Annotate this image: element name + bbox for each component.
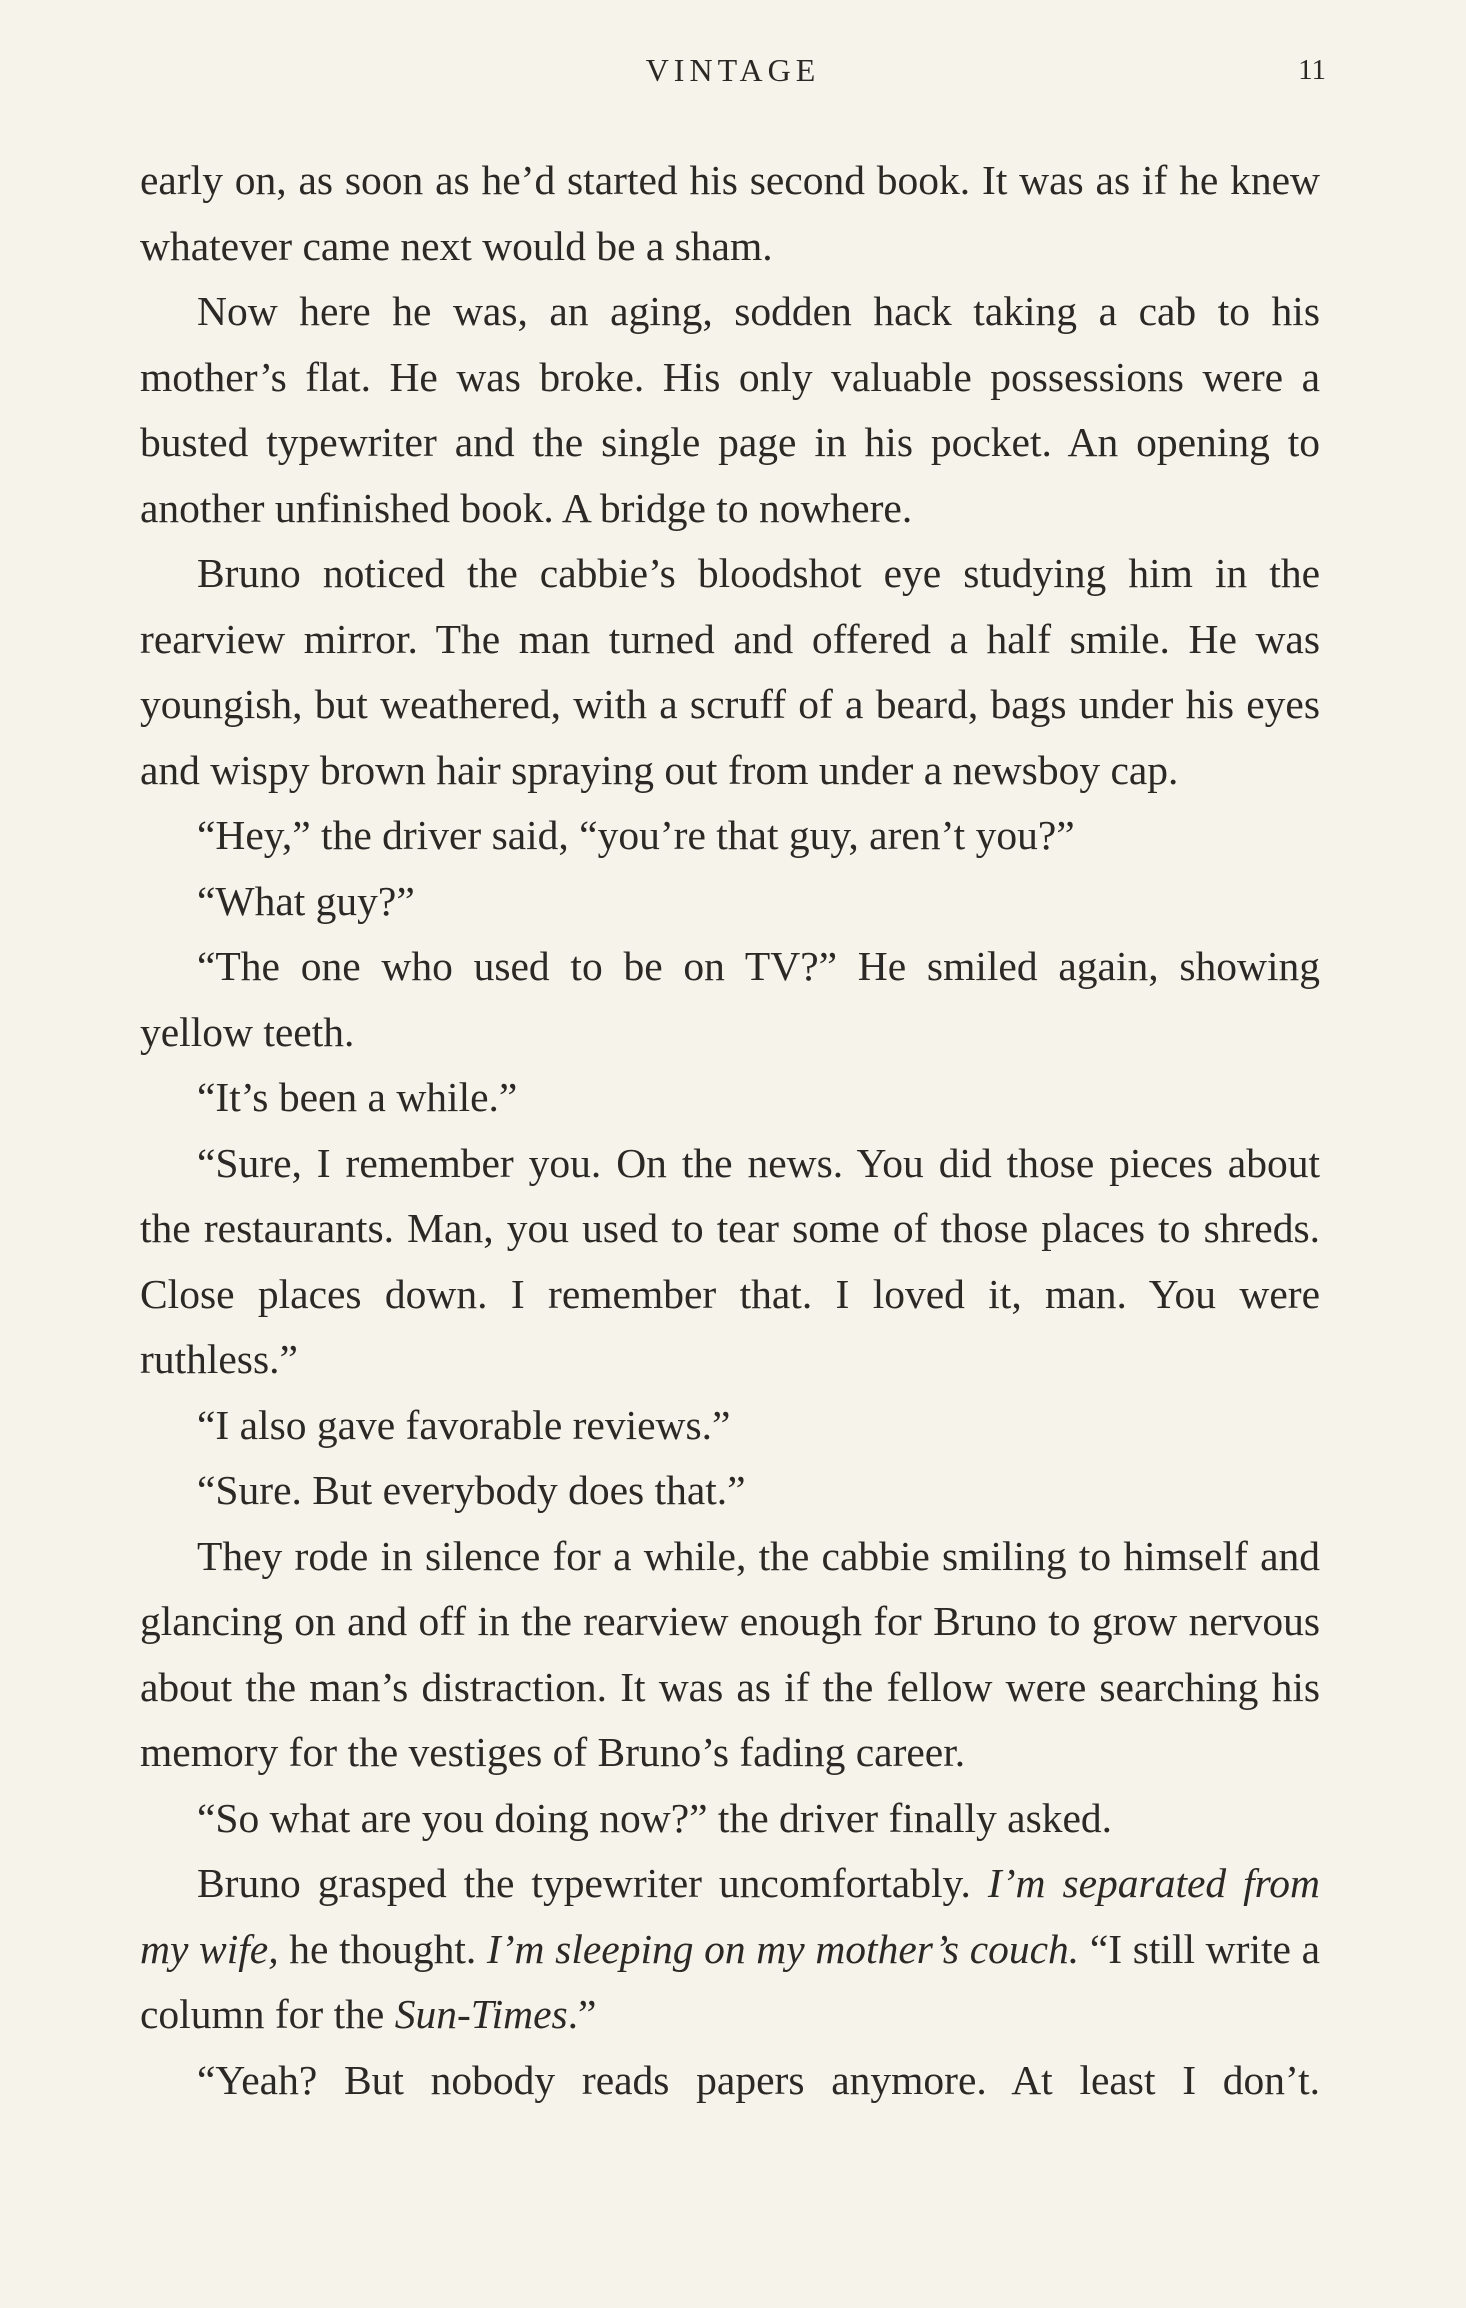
- running-head: [0, 52, 1466, 92]
- text-run: Bruno grasped the typewriter uncomfortably.: [197, 1860, 988, 1906]
- text-run: “It’s been a while.”: [197, 1074, 518, 1120]
- paragraph: [140, 803, 1320, 869]
- text-run: “I also gave favorable reviews.”: [197, 1401, 731, 1448]
- text-run: “I still write a column for the: [140, 1925, 1321, 2037]
- body-text: [140, 148, 1320, 2113]
- text-run: “What guy?”: [197, 877, 415, 924]
- paragraph: [140, 541, 1320, 803]
- text-run: Now here he was, an aging, sodden hack taking a cab to his mother’s flat. He was broke. His only valuable possessions were a busted typewriter and the single page in his pocket. An opening to another unfinished book. A bridge to nowhere.: [140, 288, 1320, 531]
- text-run: “So what are you doing now?” the driver finally asked.: [197, 1794, 1113, 1841]
- paragraph: [140, 934, 1320, 1065]
- text-run: “Yeah? But nobody reads papers anymore. At least I don’t.: [197, 2056, 1320, 2103]
- text-run: .”: [567, 1991, 597, 2037]
- paragraph: [140, 1524, 1320, 1786]
- text-run: “Hey,” the driver said, “you’re that guy, aren’t you?”: [197, 812, 1075, 858]
- text-run: “The one who used to be on TV?” He smiled again, showing yellow teeth.: [140, 943, 1320, 1055]
- italic-text: Sun-Times: [394, 1991, 568, 2037]
- paragraph: [140, 1851, 1320, 2048]
- text-run: he thought.: [278, 1925, 487, 1972]
- paragraph: [140, 1131, 1320, 1393]
- page-number: 11: [1298, 54, 1326, 86]
- text-run: They rode in silence for a while, the cabbie smiling to himself and glancing on and off in the rearview enough for Bruno to grow nervous about the man’s distraction. It was as if the fellow were searching his memory for the vestiges of Bruno’s fading career.: [140, 1532, 1320, 1775]
- italic-text: I’m separated from my wife,: [140, 1860, 1320, 1972]
- paragraph: [140, 2048, 1320, 2114]
- text-run: “Sure. But everybody does that.”: [197, 1467, 746, 1513]
- paragraph: [140, 1786, 1320, 1852]
- paragraph: [140, 279, 1320, 541]
- paragraph: [140, 1393, 1320, 1459]
- italic-text: I’m sleeping on my mother’s couch.: [486, 1925, 1080, 1972]
- text-run: Bruno noticed the cabbie’s bloodshot eye studying him in the rearview mirror. The man turned and offered a half smile. He was youngish, but weathered, with a scruff of a beard, bags under his eyes and wispy brown hair spraying out from under a newsboy cap.: [140, 550, 1320, 793]
- text-run: early on, as soon as he’d started his second book. It was as if he knew whatever came next would be a sham.: [140, 157, 1320, 269]
- paragraph: [140, 869, 1320, 935]
- paragraph: [140, 1458, 1320, 1524]
- running-title: VINTAGE: [645, 52, 821, 88]
- text-run: “Sure, I remember you. On the news. You did those pieces about the restaurants. Man, you used to tear some of those places to shreds. Close places down. I remember that. I loved it, man. You were ruthless.”: [140, 1139, 1320, 1382]
- paragraph: [140, 1065, 1320, 1131]
- paragraph: [140, 148, 1320, 279]
